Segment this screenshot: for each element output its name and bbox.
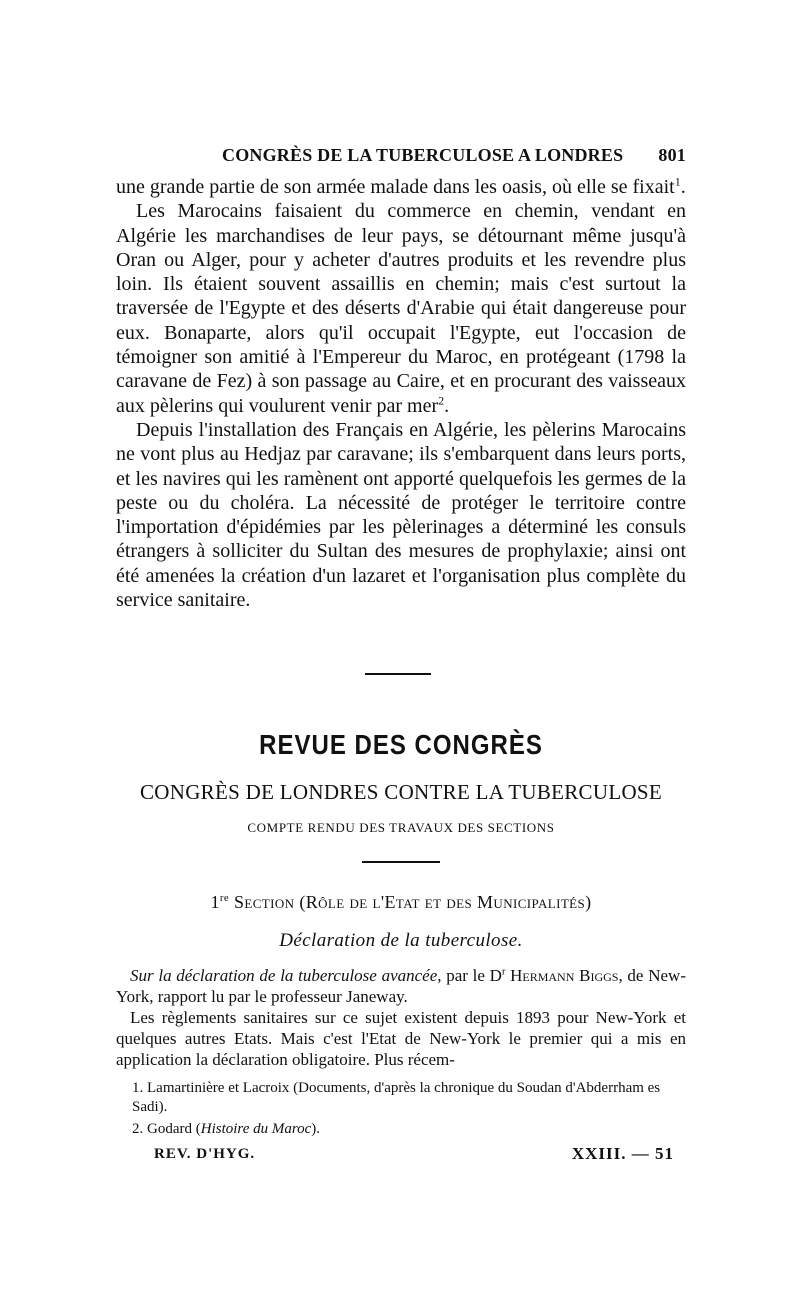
signature-line (154, 1146, 674, 1170)
running-head (116, 145, 686, 169)
congress-title: CONGRÈS DE LONDRES CONTRE LA TUBERCULOSE (139, 780, 663, 804)
journal-abbrev: REV. D'HYG. (154, 1146, 256, 1162)
volume-signature: XXIII. — 51 (571, 1144, 674, 1163)
article-paragraph: Les règlements sanitaires sur ce sujet existent depuis 1893 pour New-York et quelques autres Etats. Mais c'est l'Etat de New-York le premier qui a mis en application la déclaration obligatoire. Plus récem- (116, 1008, 686, 1069)
section-heading: 1re Section (Rôle de l'Etat et des Municipalités) (210, 892, 592, 912)
separator-rule (362, 861, 440, 863)
footnotes (116, 1079, 686, 1142)
revue-title: REVUE DES CONGRÈS (259, 729, 543, 761)
body-text (116, 175, 686, 612)
author-name: Hermann Biggs (505, 966, 619, 985)
subheading: Déclaration de la tuberculose. (279, 930, 523, 951)
paragraph-marocains: Les Marocains faisaient du commerce en chemin, vendant en Algérie les marchandises de leur pays, se détournant même jusqu'à Oran ou Alger, pour y acheter d'autres produits et les revendre plus loin. Ils étaient souvent assaillis en chemin; mais c'est surtout la traversée de l'Egypte et des déserts d'Arabie qui était dangereuse pour eux. Bonaparte, alors qu'il occupait l'Egypte, eut l'occasion de témoigner son amitié à l'Empereur du Maroc, en protégeant (1798 la caravane de Fez) à son passage au Caire, et en procurant des vaisseaux aux pèlerins qui voulurent venir par mer$^2$. (116, 200, 686, 417)
article-text (116, 965, 686, 1070)
paragraph-algerie: Depuis l'installation des Français en Algérie, les pèlerins Marocains ne vont plus au Hedjaz par caravane; ils s'embarquent dans leurs ports, et les navires qui les ramènent ont apporté quelquefois les germes de la peste ou du choléra. La nécessité de protéger le territoire contre l'importation d'épidémies par les pèlerinages a déterminé les consuls étrangers à solliciter du Sultan des mesures de prophylaxie; ainsi ont été amenées la création d'un lazaret et l'organisation plus complète du service sanitaire. (116, 418, 686, 612)
footnote-ref-1: 1 (674, 174, 681, 189)
paragraph-continuation: une grande partie de son armée malade dans les oasis, où elle se fixait$^1$. (116, 174, 686, 198)
compte-rendu-heading: COMPTE RENDU DES TRAVAUX DES SECTIONS (247, 820, 555, 835)
footnote-2: 2. Godard (Histoire du Maroc). (132, 1121, 321, 1137)
separator-rule (365, 673, 431, 675)
page-number: 801 (658, 145, 686, 165)
footnote-1: 1. Lamartinière et Lacroix (Documents, d'après la chronique du Soudan d'Abderrham es Sadi). (132, 1080, 661, 1115)
running-head-title: CONGRÈS DE LA TUBERCULOSE A LONDRES (222, 145, 624, 165)
article-paragraph: Sur la déclaration de la tuberculose avancée, par le $D^r$ Hermann Biggs, de New-York, rapport lu par le professeur Janeway. (116, 966, 686, 1006)
footnote-ref-2: 2 (438, 393, 445, 408)
